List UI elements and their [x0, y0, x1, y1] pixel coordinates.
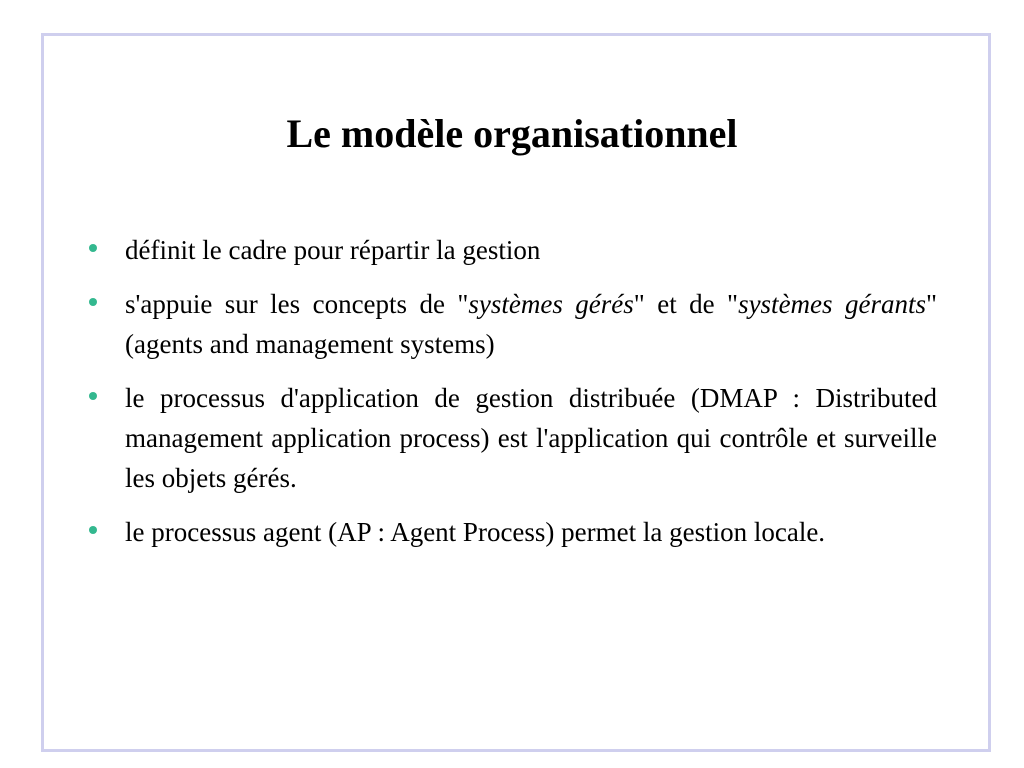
- bullet-item: [84, 284, 937, 364]
- bullet-text: [125, 289, 937, 359]
- bullet-text-italic: systèmes gérants: [738, 289, 926, 319]
- bullet-dot-icon: [89, 392, 97, 400]
- bullet-item: [84, 230, 937, 270]
- bullet-text: [125, 517, 825, 547]
- bullet-dot-icon: [89, 526, 97, 534]
- bullet-text-run: définit le cadre pour répartir la gestion: [125, 235, 541, 265]
- bullet-text-run: " et de ": [633, 289, 739, 319]
- bullet-item: [84, 512, 937, 552]
- bullet-dot-icon: [89, 298, 97, 306]
- bullet-text-run: s'appuie sur les concepts de ": [125, 289, 469, 319]
- bullet-dot-icon: [89, 244, 97, 252]
- bullet-text-run: le processus agent (AP : Agent Process) permet la gestion locale.: [125, 517, 826, 547]
- bullet-list: [84, 230, 937, 566]
- bullet-text-run: " (agents and management systems): [125, 289, 937, 359]
- slide-title: Le modèle organisationnel: [286, 111, 738, 156]
- bullet-item: [84, 378, 937, 498]
- bullet-text-run: le processus d'application de gestion distribuée (DMAP : Distributed management application process) est l'application qui contrôle et surveille les objets gérés.: [125, 383, 937, 493]
- bullet-text: [125, 383, 937, 493]
- bullet-text-italic: systèmes gérés: [468, 289, 634, 319]
- bullet-text: [125, 235, 540, 265]
